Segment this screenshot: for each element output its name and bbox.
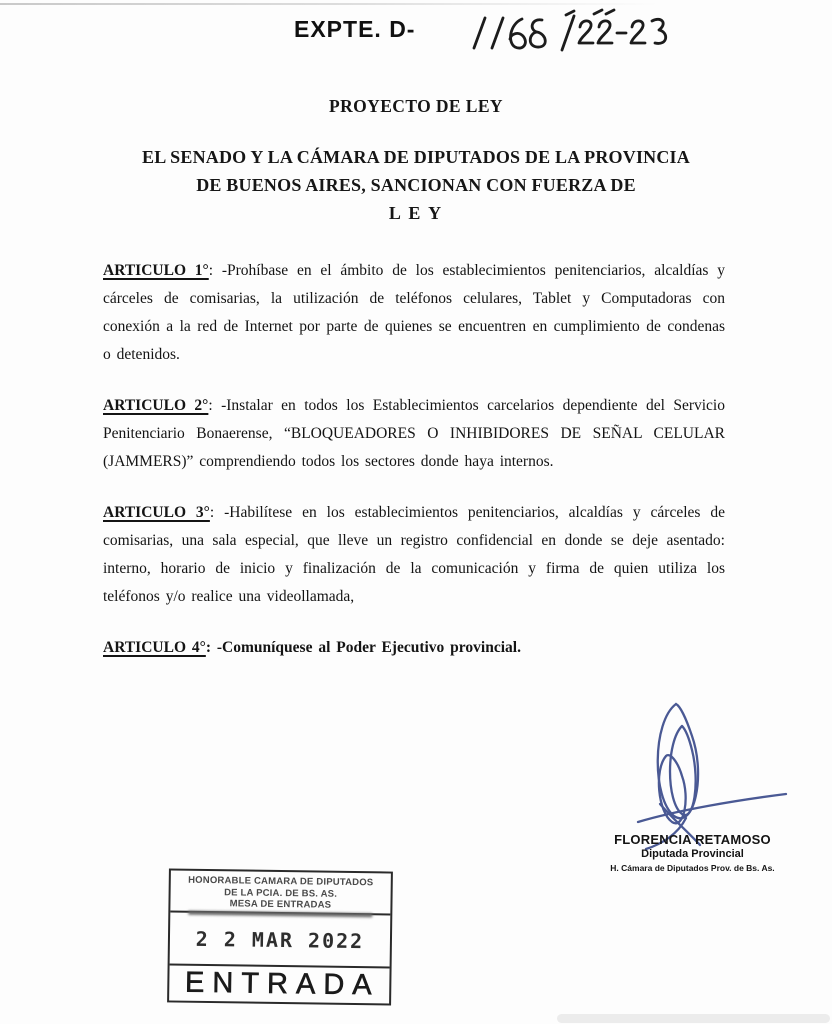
article-2-text: : -Instalar en todos los Establecimientos carcelarios dependiente del Servicio Penitenciario Bonaerense, “BLOQUEADORES O INHIBIDORES DE SEÑAL CELULAR (JAMMERS)” comprendiendo todos los sectores donde haya internos. [103, 397, 725, 470]
preamble-line-1: EL SENADO Y LA CÁMARA DE DIPUTADOS DE LA PROVINCIA [142, 147, 690, 167]
article-1-text: : -Prohíbase en el ámbito de los establecimientos penitenciarios, alcaldías y cárceles de comisarias, la utilización de teléfonos celulares, Tablet y Computadoras con conexión a la red de Internet por parte de quienes se encuentren en cumplimiento de condenas o detenidos. [103, 262, 725, 363]
expediente-header [294, 16, 415, 43]
signatory-title: Diputada Provincial [641, 848, 744, 860]
handwriting-icon [462, 6, 677, 58]
expediente-label: EXPTE. D- [294, 16, 416, 42]
signature-ink-icon [618, 698, 793, 853]
preamble-line-3: L E Y [388, 203, 444, 223]
article-3-label: ARTICULO 3° [103, 504, 210, 521]
preamble-line-2: DE BUENOS AIRES, SANCIONAN CON FUERZA DE [196, 175, 636, 195]
stamp-org-line-2: DE LA PCIA. DE BS. AS. [224, 886, 338, 900]
bottom-shadow-bar [557, 1014, 830, 1023]
article-2-label: ARTICULO 2° [103, 397, 209, 414]
page-title: PROYECTO DE LEY [329, 96, 503, 116]
stamp-org-line-3: MESA DE ENTRADAS [229, 898, 332, 911]
signatory-chamber: H. Cámara de Diputados Prov. de Bs. As. [610, 863, 775, 873]
stamp-entrada-label: ENTRADA [184, 966, 380, 1002]
article-3-text: : -Habilítese en los establecimientos penitenciarios, alcaldías y cárceles de comisarias, una sala especial, que lleve un registro confidencial en donde se deje asentado: interno, horario de inicio y finalización de la comunicación y firma de quien utiliza los teléfonos y/o realice una videollamada, [103, 504, 725, 605]
article-3-paragraph [103, 499, 725, 611]
signature-block [565, 833, 820, 873]
entry-stamp [167, 868, 393, 1005]
expediente-number-handwriting [462, 6, 677, 63]
stamp-header [170, 870, 391, 915]
scan-artifact-top-line [0, 3, 658, 5]
article-1-label: ARTICULO 1° [103, 262, 209, 279]
article-2-paragraph [103, 392, 725, 476]
article-4-text: : -Comuníquese al Poder Ejecutivo provincial. [205, 639, 521, 656]
document-body [103, 257, 725, 685]
stamp-date: 2 2 MAR 2022 [170, 912, 391, 968]
preamble [80, 143, 752, 227]
stamp-org-line-1: HONORABLE CAMARA DE DIPUTADOS [188, 874, 374, 889]
article-1-paragraph [103, 257, 725, 369]
signatory-name: FLORENCIA RETAMOSO [614, 832, 771, 847]
article-4-label: ARTICULO 4° [103, 639, 206, 656]
article-4-paragraph [103, 634, 725, 662]
